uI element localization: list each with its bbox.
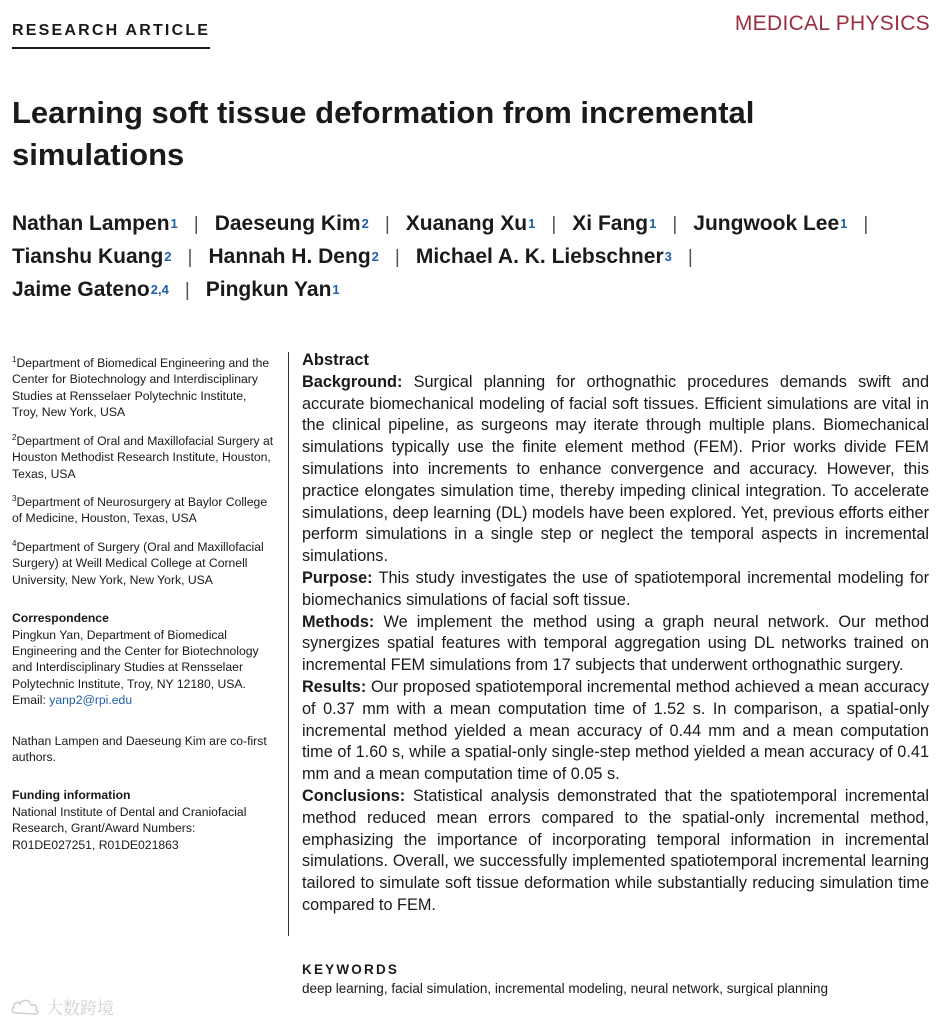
abstract-heading: Abstract [302, 351, 369, 369]
correspondence-heading: Correspondence [12, 611, 109, 626]
author-affiliation-mark[interactable]: 1 [170, 216, 178, 231]
abstract-purpose [302, 568, 929, 612]
abstract-results [302, 677, 929, 786]
author-affiliation-mark[interactable]: 1 [528, 216, 536, 231]
author-separator: | [384, 214, 390, 235]
author-separator: | [863, 214, 869, 235]
cloud-logo-icon [10, 997, 42, 1017]
author-separator: | [687, 247, 693, 268]
author-name[interactable]: Xuanang Xu [405, 212, 528, 235]
section-label: RESEARCH ARTICLE [12, 22, 210, 49]
author-name[interactable]: Tianshu Kuang [12, 245, 164, 268]
abstract-methods [302, 612, 929, 677]
affiliation [12, 491, 274, 527]
author-separator: | [551, 214, 557, 235]
abstract-section-label: Results: [302, 677, 367, 696]
author-separator: | [394, 247, 400, 268]
column-divider [288, 352, 289, 936]
cofirst-note: Nathan Lampen and Daeseung Kim are co-first authors. [12, 733, 267, 764]
correspondence-text [12, 627, 274, 709]
watermark [10, 994, 114, 1019]
affiliation [12, 352, 274, 421]
author-name[interactable]: Pingkun Yan [205, 278, 332, 301]
author-name[interactable]: Jungwook Lee [693, 212, 840, 235]
affiliation-number: 1 [12, 355, 17, 364]
author-affiliation-mark[interactable]: 2 [164, 249, 172, 264]
abstract-section-text: Surgical planning for orthognathic procedures demands swift and accurate biomechanical modeling of facial soft tissues. Efficient simulations are vital in the clinical pipeline, as surgeons may iterate through multiple plans. Biomechanical simulations typically use the finite element method (FEM). Prior works divide FEM simulations into increments to enhance convergence and accuracy. However, this practice elongates simulation time, thereby impeding clinical integration. To accelerate simulations, deep learning (DL) models have been explored. Yet, previous efforts either perform simulations in a single step or neglect the temporal aspects in incremental simulations. [302, 372, 929, 566]
author-affiliation-mark[interactable]: 1 [332, 282, 340, 297]
sidebar [12, 352, 274, 853]
abstract-section-label: Background: [302, 372, 403, 391]
abstract-conclusions [302, 786, 929, 917]
author-separator: | [193, 214, 199, 235]
affiliation-text: Department of Neurosurgery at Baylor College of Medicine, Houston, Texas, USA [12, 495, 268, 526]
article-title: Learning soft tissue deformation from incremental simulations [12, 95, 755, 172]
funding-heading: Funding information [12, 788, 131, 803]
email-link[interactable]: yanp2@rpi.edu [49, 693, 133, 708]
abstract-section-text: Our proposed spatiotemporal incremental method achieved a mean accuracy of 0.37 mm with a mean computation time of 1.52 s. In comparison, a spatial-only incremental method yielded a mean accuracy of 0.44 mm and a mean computation time of 1.60 s, while a spatial-only single-step method yielded a mean accuracy of 0.41 mm and a mean computation time of 0.05 s. [302, 677, 930, 784]
abstract-section-label: Purpose: [302, 568, 373, 587]
journal-name[interactable]: MEDICAL PHYSICS [734, 12, 930, 35]
abstract-background [302, 372, 929, 568]
affiliation-text: Department of Biomedical Engineering and the Center for Biotechnology and Interdisciplinary Studies at Rensselaer Polytechnic Institute, Troy, New York, USA [12, 356, 270, 420]
author-affiliation-mark[interactable]: 1 [649, 216, 657, 231]
author-line-3 [12, 278, 937, 311]
author-affiliation-mark[interactable]: 2,4 [150, 282, 169, 297]
watermark-text: 大数跨境 [46, 999, 114, 1018]
affiliation-text: Department of Surgery (Oral and Maxillofacial Surgery) at Weill Medical College at Cornell University, New York, New York, USA [12, 539, 264, 587]
affiliation-text: Department of Oral and Maxillofacial Surgery at Houston Methodist Research Institute, Houston, Texas, USA [12, 433, 274, 481]
author-name[interactable]: Jaime Gateno [12, 278, 150, 301]
author-line-1 [12, 212, 937, 245]
affiliation-number: 4 [12, 538, 17, 548]
funding-text: National Institute of Dental and Craniofacial Research, Grant/Award Numbers: R01DE027251, R01DE021863 [12, 804, 247, 852]
keywords-heading: KEYWORDS [302, 962, 400, 977]
abstract-section-label: Methods: [302, 612, 375, 631]
affiliation-number: 3 [12, 493, 17, 503]
author-separator: | [672, 214, 678, 235]
abstract-section-label: Conclusions: [302, 786, 406, 805]
author-list [12, 212, 937, 311]
author-affiliation-mark[interactable]: 3 [664, 249, 672, 264]
abstract-section-text: Statistical analysis demonstrated that the spatiotemporal incremental method reduced mean errors compared to the spatial-only incremental method, emphasizing the importance of incorporating temporal information in incremental simulations. Overall, we successfully implemented spatiotemporal incremental learning tailored to simulate soft tissue deformation while substantially reducing simulation time compared to FEM. [302, 786, 929, 914]
affiliation-number: 2 [12, 432, 17, 442]
author-separator: | [187, 247, 193, 268]
author-separator: | [184, 280, 190, 301]
author-name[interactable]: Nathan Lampen [12, 212, 170, 235]
author-name[interactable]: Michael A. K. Liebschner [415, 245, 664, 268]
author-name[interactable]: Xi Fang [572, 212, 649, 235]
abstract [302, 350, 929, 917]
correspondence-address: Pingkun Yan, Department of Biomedical Engineering and the Center for Biotechnology and Interdisciplinary Studies at Rensselaer Polytechnic Institute, Troy, NY 12180, USA. [12, 627, 259, 691]
author-affiliation-mark[interactable]: 2 [371, 249, 379, 264]
author-name[interactable]: Hannah H. Deng [208, 245, 371, 268]
author-affiliation-mark[interactable]: 1 [840, 216, 848, 231]
author-affiliation-mark[interactable]: 2 [361, 216, 369, 231]
abstract-section-text: This study investigates the use of spatiotemporal incremental modeling for biomechanics simulations of facial soft tissue. [302, 568, 929, 609]
email-label: Email: [12, 693, 46, 708]
affiliation [12, 536, 274, 588]
keywords-list: deep learning, facial simulation, incremental modeling, neural network, surgical planning [302, 981, 829, 996]
affiliation [12, 430, 274, 482]
author-line-2 [12, 245, 937, 278]
abstract-section-text: We implement the method using a graph neural network. Our method synergizes spatial features with temporal aggregation using DL networks trained on incremental FEM simulations from 17 subjects that underwent orthognathic surgery. [302, 612, 929, 675]
author-name[interactable]: Daeseung Kim [214, 212, 361, 235]
